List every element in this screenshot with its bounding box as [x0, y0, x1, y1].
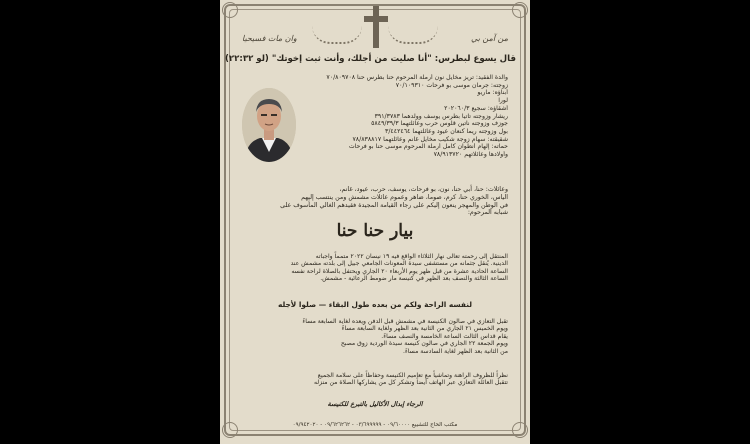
family-line: لورا — [498, 97, 508, 105]
deceased-photo — [242, 88, 296, 162]
relatives-line: شبابه المرحوم: — [467, 209, 508, 217]
note-line: نظراً للظروف الراهنة وتماشياً مع تعاميم الكنيسة وحفاظاً على سلامة الجميع — [317, 372, 508, 379]
wreath-request: الرجاء إبدال الأكاليل بالتبرع للكنيسة — [327, 400, 423, 408]
bible-verse: قال يسوع لبطرس: "أنا صليت من أجلك، وأنت ثبت إخوتك" (لو ٢٢:٣٢) — [224, 54, 516, 64]
corner-ornament — [512, 2, 528, 18]
corner-ornament — [222, 422, 238, 438]
obituary-notice — [220, 0, 530, 444]
relatives-line: وعائلات: حنا، أبي حنا، نون، بو فرحات، يوسف، حرب، عيود، غانم، — [339, 186, 508, 193]
corner-ornament — [512, 422, 528, 438]
condolence-schedule — [238, 318, 508, 355]
family-line: ريشار وزوجته تاتيا بطرس يوسف وولدهما ٣٩١/٣٧٨٣ — [374, 112, 508, 120]
family-line: حماته: إلهام أنطوان كامل أرملة المرحوم موسى حنا بو فرحات — [348, 143, 508, 151]
details-line: المنتقل إلى رحمته تعالى نهار الثلاثاء الواقع فيه ١٩ نيسان ٢٠٢٢ متمماً واجباته — [315, 253, 508, 260]
funeral-details — [238, 253, 508, 283]
relatives-line: الياس، الخوري حنا، كرم، صوما، ضاهر وعموم عائلات مشمش ومن ينتسب إليهم — [301, 193, 508, 201]
header-script-right: من آمن بي — [471, 34, 508, 43]
condolence-line: ويوم الخميس ٢١ الجاري من الثانية بعد الظهر ولغاية السابعة مساءً — [341, 325, 508, 333]
inner-border — [224, 9, 521, 431]
header-script-left: وان مات فسيحيا — [242, 34, 297, 43]
funeral-home-footer: مكتب الحاج للتشييع ٠٩/٦٠٠٠٠ - ٠٣/٦٩٩٩٩٩ - ٠٩/٦٢٦٢٦٢ - ٠٩/٩٤٢٠٢٠ — [292, 422, 458, 428]
condolence-line: تقبل التعازي في صالون الكنيسة في مشمش قبل الدفن ويعده لغاية السابعة مساءً — [302, 318, 508, 325]
details-line: الدينية. يُنقل جثمانه من مستشفى سيدة المعونات الجامعي جبيل إلى بلدته مشمش عند — [290, 260, 508, 268]
family-line: أشقاؤه: سجيع ٢٠٢٠٦٠/٣ — [444, 104, 508, 112]
relatives-line: في الوطن والمهجر ينعون إليكم على رجاء القيامة المجيدة فقيدهم الغالي المأسوف على — [280, 201, 508, 209]
details-line: الساعة الحادية عشرة من قبل ظهر يوم الأربعاء ٢٠ الجاري ويحتفل بالصلاة لراحة نفسه — [291, 267, 508, 275]
condolence-line: ويوم الجمعة ٢٢ الجاري في صالون كنيسة سيدة الوردية زوق مصبح — [340, 340, 508, 348]
family-list — [308, 74, 508, 159]
note-line: تتقبل العائلة التعازي عبر الهاتف أيضاً وتشكر كل من يشاركها الصلاة من منزله — [313, 379, 508, 387]
family-line: والدة الفقيد: تريز مخايل نون أرملة المرحوم حنا بطرس حنا ٧٠/٨٠٩٧٠٨ — [326, 74, 508, 81]
cross-icon — [364, 6, 388, 50]
family-line: وأولادها وعائلاتهم ٧٨/٩١٣٧٢٠ — [433, 151, 508, 159]
portrait-image — [242, 88, 296, 162]
prayer-quote: لنفسه الراحة ولكم من بعده طول البقاء — صلوا لأجله — [277, 300, 473, 309]
family-line: بول وزوجته ريما كنعان عيود وعائلتهما ٣/٤٤٢٤٦٤ — [385, 127, 508, 135]
relatives-paragraph — [238, 186, 508, 217]
condolence-line: من الثانية بعد الظهر لغاية السادسة مساءً. — [402, 347, 508, 355]
corner-ornament — [222, 2, 238, 18]
family-line: جوزف وزوجته ناتين قلوس حرب وعائلتهما ٥٨٤٩/٣٩/٣ — [371, 120, 508, 128]
family-line: شقيقته: سهام زوجة شكيب مخايل غانم وعائلتهما ٧٨/٨٣٨٨١٧ — [352, 135, 508, 143]
family-line: أبناؤه: ماريو — [477, 89, 508, 97]
condolence-line: يقام قداس الثالث الساعة الخامسة والنصف مساءً. — [381, 332, 508, 340]
deceased-name: بيار حنا حنا — [336, 221, 414, 241]
family-line: زوجته: جرمان موسى بو فرحات ٧٠/١٠٩٣١٠ — [395, 81, 508, 89]
covid-note — [238, 372, 508, 387]
details-line: الساعة الثالثة والنصف بعد الظهر في كنيسة مار ضومط الرعائية - مشمش. — [320, 275, 508, 283]
